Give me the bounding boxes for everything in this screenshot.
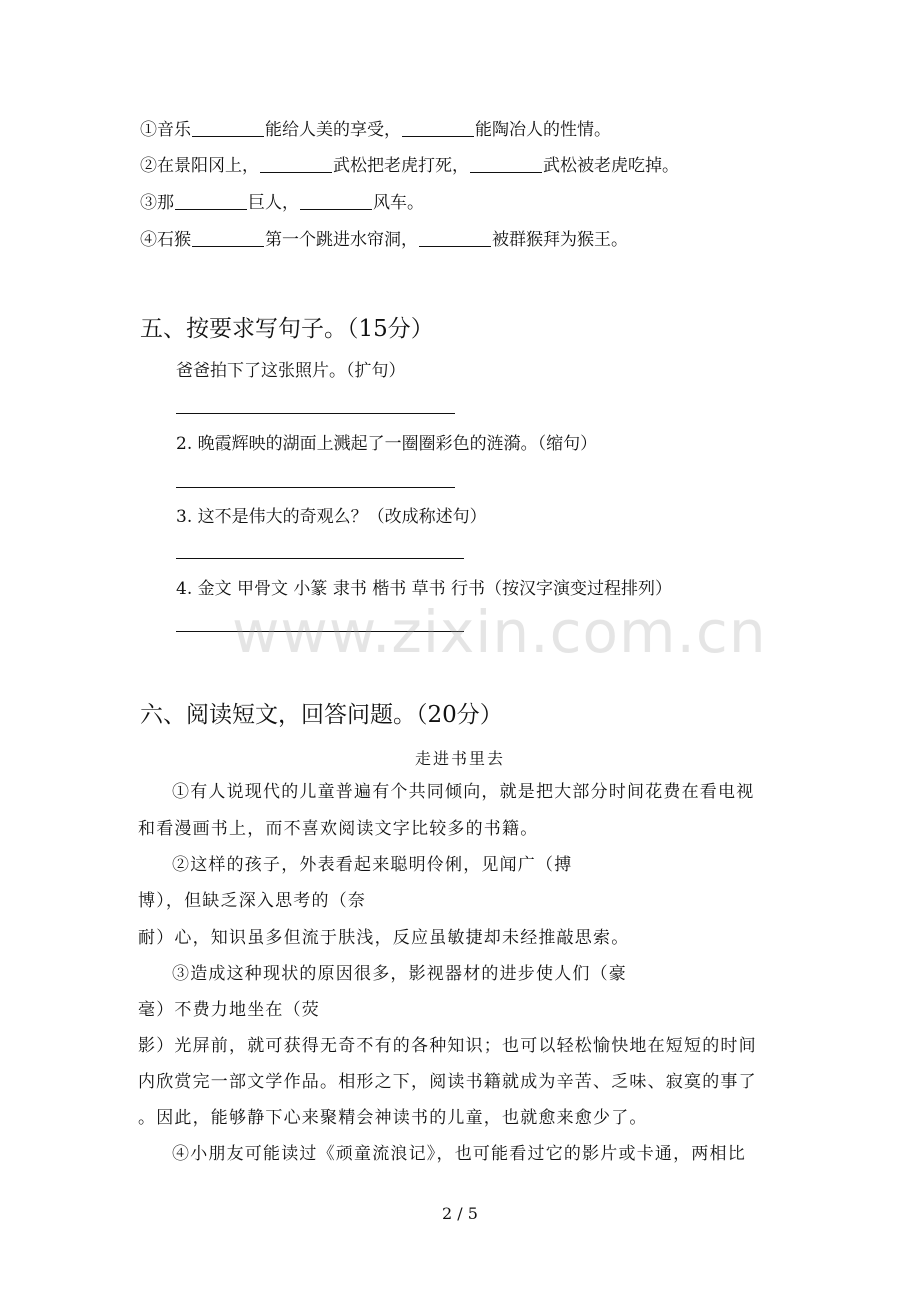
passage-line: 和看漫画书上，而不喜欢阅读文字比较多的书籍。 — [138, 819, 539, 839]
fill-item-text: ①音乐 — [140, 120, 191, 140]
passage-line: 博），但缺乏深入思考的（奈 — [138, 891, 367, 911]
section5-item-3: 3. 这不是伟大的奇观么？（改成称述句） — [176, 507, 487, 527]
blank — [419, 229, 491, 247]
answer-line[interactable] — [176, 487, 455, 488]
fill-item-3 — [140, 191, 424, 215]
fill-item-1 — [140, 118, 611, 142]
passage-line: ③造成这种现状的原因很多，影视器材的进步使人们（豪 — [172, 964, 627, 984]
section5-item-4: 4. 金文 甲骨文 小篆 隶书 楷书 草书 行书（按汉字演变过程排列） — [176, 579, 673, 599]
passage-line: 毫）不费力地坐在（荧 — [138, 1000, 320, 1020]
fill-item-text: 能给人美的享受， — [265, 120, 401, 140]
section5-item-2: 2. 晚霞辉映的湖面上溅起了一圈圈彩色的涟漪。（缩句） — [176, 434, 598, 454]
fill-item-text: 武松把老虎打死， — [333, 156, 469, 176]
passage-line: ①有人说现代的儿童普遍有个共同倾向，就是把大部分时间花费在看电视 — [172, 782, 755, 802]
passage-line: 。因此，能够静下心来聚精会神读书的儿童，也就愈来愈少了。 — [138, 1108, 648, 1128]
fill-item-text: ④石猴 — [140, 230, 191, 250]
passage-line: 内欣赏完一部文学作品。相形之下，阅读书籍就成为辛苦、乏味、寂寞的事了 — [138, 1072, 757, 1092]
blank — [175, 192, 247, 210]
blank — [192, 119, 264, 137]
page-number: 2 / 5 — [442, 1204, 478, 1223]
fill-item-text: 能陶冶人的性情。 — [475, 120, 611, 140]
answer-line[interactable] — [176, 558, 464, 559]
passage-line: 影）光屏前，就可获得无奇不有的各种知识；也可以轻松愉快地在短短的时间 — [138, 1036, 757, 1056]
fill-item-text: 被群猴拜为猴王。 — [492, 230, 628, 250]
passage-line: ②这样的孩子，外表看起来聪明伶俐，见闻广（搏 — [172, 855, 573, 875]
fill-item-text: ②在景阳冈上， — [140, 156, 259, 176]
watermark: www.zixin.com.cn — [232, 598, 767, 666]
section5-heading: 五、按要求写句子。（15分） — [140, 316, 434, 342]
fill-item-2 — [140, 154, 679, 178]
blank — [470, 155, 542, 173]
passage-line: 耐）心，知识虽多但流于肤浅，反应虽敏捷却未经推敲思索。 — [138, 928, 630, 948]
section5-item-1: 爸爸拍下了这张照片。（扩句） — [176, 361, 406, 381]
blank — [402, 119, 474, 137]
blank — [260, 155, 332, 173]
section6-heading: 六、阅读短文，回答问题。（20分） — [140, 702, 503, 728]
fill-item-text: 巨人， — [248, 193, 299, 213]
blank — [300, 192, 372, 210]
fill-item-text: 武松被老虎吃掉。 — [543, 156, 679, 176]
passage-title: 走进书里去 — [414, 749, 505, 768]
fill-item-4 — [140, 228, 628, 252]
blank — [192, 229, 264, 247]
fill-item-text: 风车。 — [373, 193, 424, 213]
fill-item-text: 第一个跳进水帘洞， — [265, 230, 418, 250]
answer-line[interactable] — [176, 413, 455, 414]
fill-item-text: ③那 — [140, 193, 174, 213]
passage-line: ④小朋友可能读过《顽童流浪记》，也可能看过它的影片或卡通，两相比 — [172, 1144, 746, 1164]
